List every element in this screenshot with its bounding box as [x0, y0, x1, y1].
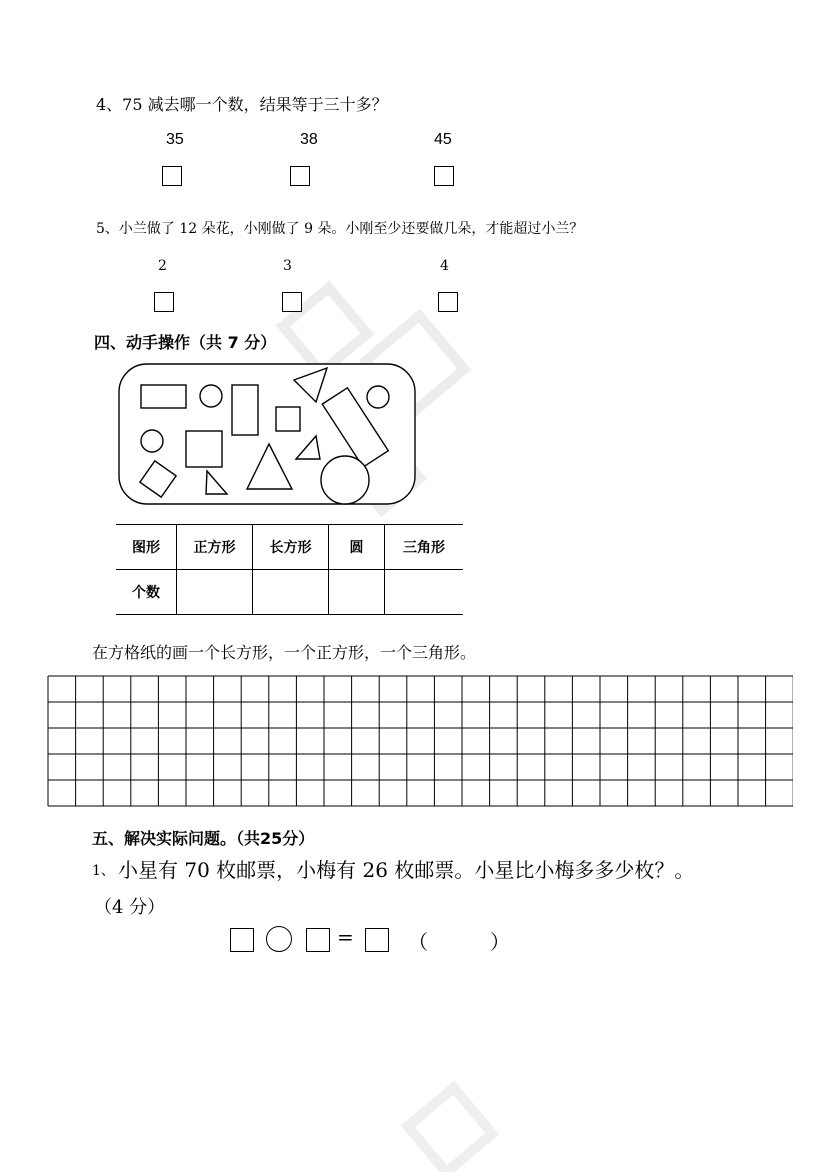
q4-option-a: 35 — [166, 131, 184, 148]
q5-checkbox-c[interactable] — [438, 292, 458, 312]
equation-box-2[interactable] — [306, 928, 330, 952]
shape-square — [276, 407, 300, 431]
equation-box-result[interactable] — [365, 928, 389, 952]
table-header-cell: 正方形 — [177, 525, 253, 570]
shape-square — [186, 431, 222, 467]
answer-cell-circle[interactable] — [329, 570, 385, 615]
answer-blank[interactable] — [436, 926, 488, 952]
answer-cell-square[interactable] — [177, 570, 253, 615]
equals-sign: = — [337, 925, 354, 949]
table-row-label: 个数 — [116, 570, 177, 615]
table-header-cell: 长方形 — [253, 525, 329, 570]
q5-option-b: 3 — [283, 258, 292, 274]
answer-paren-open: （ — [408, 930, 428, 954]
section-5-title: 五、解决实际问题。（共25分） — [92, 829, 315, 848]
question-5: 5、小兰做了 12 朵花，小刚做了 9 朵。小刚至少还要做几朵，才能超过小兰？ — [96, 221, 584, 237]
table-row — [116, 570, 463, 615]
q5-option-a: 2 — [158, 258, 167, 274]
q5-checkbox-a[interactable] — [154, 292, 174, 312]
answer-cell-rectangle[interactable] — [253, 570, 329, 615]
section-4-title: 四、动手操作（共 7 分） — [94, 333, 277, 352]
answer-cell-triangle[interactable] — [385, 570, 464, 615]
q5-checkbox-b[interactable] — [282, 292, 302, 312]
watermark-logo-lower — [408, 1088, 493, 1172]
problem-1-text: 小星有 70 枚邮票，小梅有 26 枚邮票。小星比小梅多多少枚？。 — [118, 858, 695, 882]
table-header-row — [116, 525, 463, 570]
grid-instruction: 在方格纸的画一个长方形，一个正方形，一个三角形。 — [92, 643, 477, 662]
table-header-cell: 三角形 — [385, 525, 464, 570]
shape-circle — [321, 456, 369, 504]
answer-paren-close: ） — [490, 930, 510, 954]
drawing-grid[interactable] — [47, 675, 793, 807]
shape-circle — [141, 430, 163, 452]
q5-option-c: 4 — [440, 258, 449, 274]
q4-checkbox-a[interactable] — [162, 166, 182, 186]
shape-circle — [200, 385, 222, 407]
equation-box-1[interactable] — [230, 928, 254, 952]
table-header-cell: 图形 — [116, 525, 177, 570]
question-4: 4、75 减去哪一个数，结果等于三十多？ — [96, 95, 388, 114]
q4-option-b: 38 — [300, 131, 318, 148]
shape-rectangle — [232, 385, 258, 435]
q4-checkbox-c[interactable] — [434, 166, 454, 186]
shape-count-table — [116, 524, 463, 615]
q4-checkbox-b[interactable] — [290, 166, 310, 186]
table-header-cell: 圆 — [329, 525, 385, 570]
problem-1-number: 1、 — [92, 863, 115, 879]
shapes-figure — [114, 360, 420, 508]
operator-circle[interactable] — [266, 926, 292, 952]
problem-1-points: （4 分） — [94, 897, 166, 918]
shape-circle — [367, 386, 389, 408]
shape-rectangle — [141, 385, 186, 408]
q4-option-c: 45 — [434, 131, 452, 148]
